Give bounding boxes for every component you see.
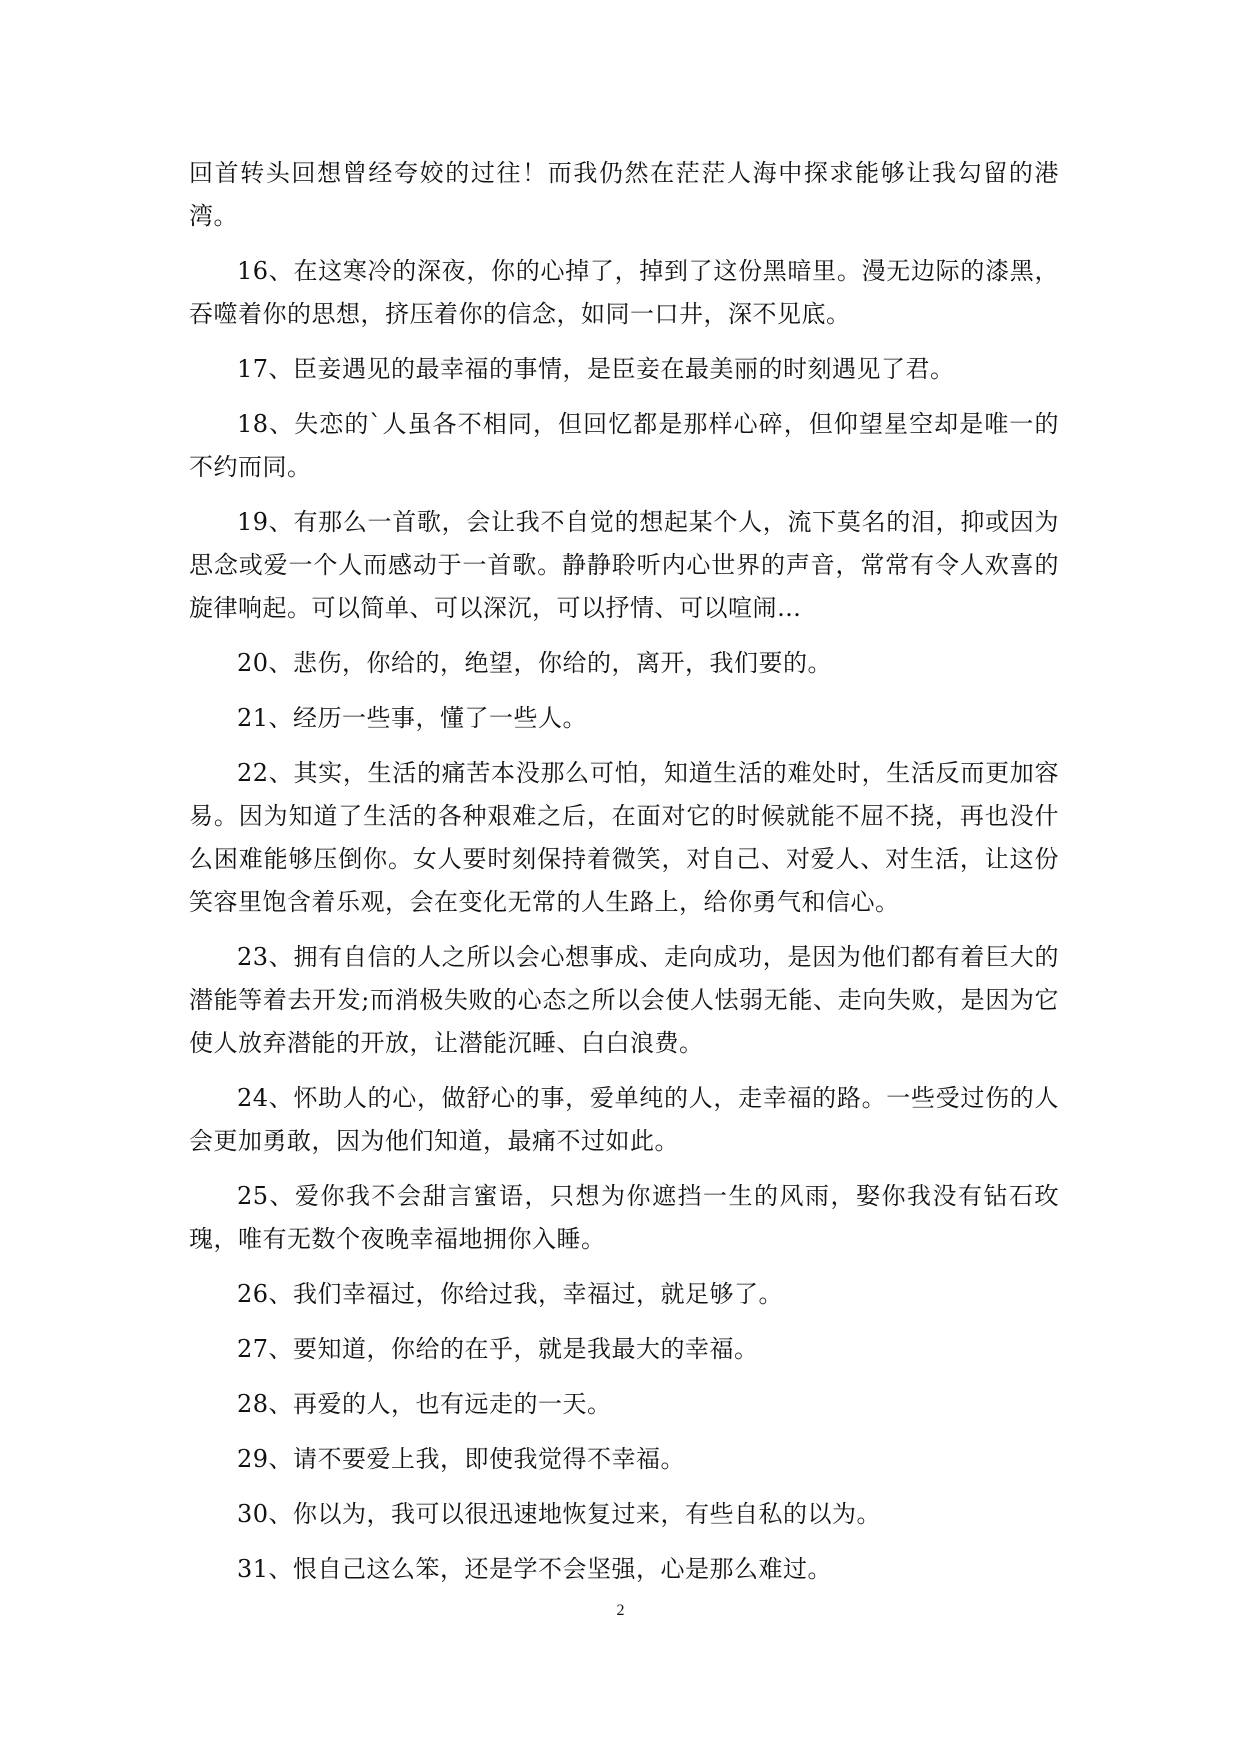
document-body <box>189 152 1059 1603</box>
paragraph: 16、在这寒冷的深夜，你的心掉了，掉到了这份黑暗里。漫无边际的漆黑，吞噬着你的思想，挤压着你的信念，如同一口井，深不见底。 <box>189 257 1059 328</box>
paragraph: 22、其实，生活的痛苦本没那么可怕，知道生活的难处时，生活反而更加容易。因为知道了生活的各种艰难之后，在面对它的时候就能不屈不挠，再也没什么困难能够压倒你。女人要时刻保持着微笑，对自己、对爱人、对生活，让这份笑容里饱含着乐观，会在变化无常的人生路上，给你勇气和信心。 <box>189 759 1059 916</box>
paragraph: 30、你以为，我可以很迅速地恢复过来，有些自私的以为。 <box>237 1500 882 1528</box>
paragraph: 28、再爱的人，也有远走的一天。 <box>237 1390 612 1418</box>
page-number: 2 <box>616 1602 625 1619</box>
paragraph: 24、怀助人的心，做舒心的事，爱单纯的人，走幸福的路。一些受过伤的人会更加勇敢，因为他们知道，最痛不过如此。 <box>189 1084 1059 1155</box>
paragraph: 回首转头回想曾经夸姣的过往！而我仍然在茫茫人海中探求能够让我勾留的港湾。 <box>189 159 1059 230</box>
paragraph: 26、我们幸福过，你给过我，幸福过，就足够了。 <box>237 1280 784 1308</box>
paragraph: 25、爱你我不会甜言蜜语，只想为你遮挡一生的风雨，娶你我没有钻石玫瑰，唯有无数个夜晚幸福地拥你入睡。 <box>189 1182 1059 1253</box>
paragraph: 27、要知道，你给的在乎，就是我最大的幸福。 <box>237 1335 759 1363</box>
paragraph: 17、臣妾遇见的最幸福的事情，是臣妾在最美丽的时刻遇见了君。 <box>237 355 955 383</box>
paragraph: 21、经历一些事，懂了一些人。 <box>237 704 588 732</box>
paragraph: 20、悲伤，你给的，绝望，你给的，离开，我们要的。 <box>237 649 833 677</box>
paragraph: 31、恨自己这么笨，还是学不会坚强，心是那么难过。 <box>237 1555 833 1583</box>
paragraph: 18、失恋的`人虽各不相同，但回忆都是那样心碎，但仰望星空却是唯一的不约而同。 <box>189 410 1059 481</box>
paragraph: 23、拥有自信的人之所以会心想事成、走向成功，是因为他们都有着巨大的潜能等着去开发;而消极失败的心态之所以会使人怯弱无能、走向失败，是因为它使人放弃潜能的开放，让潜能沉睡、白白浪费。 <box>189 943 1059 1057</box>
paragraph: 19、有那么一首歌，会让我不自觉的想起某个人，流下莫名的泪，抑或因为思念或爱一个人而感动于一首歌。静静聆听内心世界的声音，常常有令人欢喜的旋律响起。可以简单、可以深沉，可以抒情、可以喧闹… <box>189 508 1059 622</box>
paragraph: 29、请不要爱上我，即使我觉得不幸福。 <box>237 1445 686 1473</box>
